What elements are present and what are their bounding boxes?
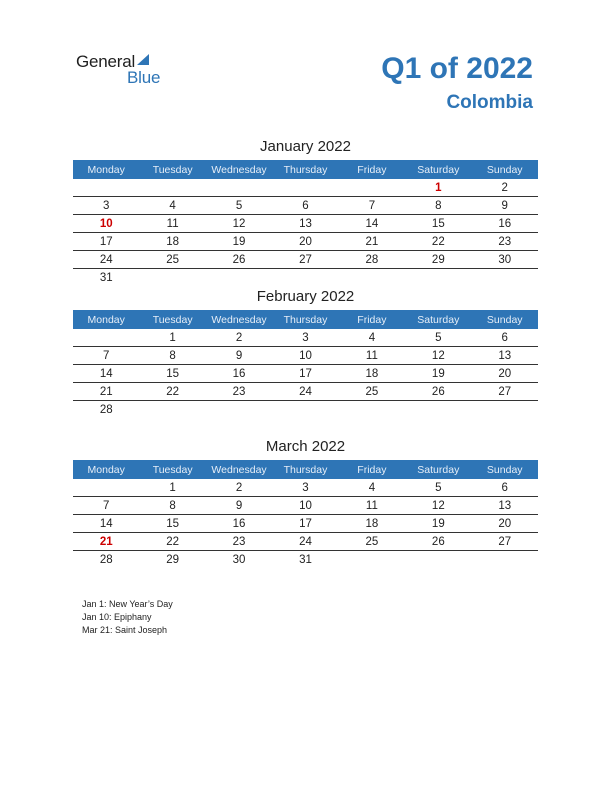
- weekday-label: Thursday: [283, 463, 328, 476]
- day-cell: 16: [232, 517, 246, 530]
- day-cell: 20: [299, 235, 312, 248]
- day-cell: 17: [99, 235, 113, 248]
- day-cell: 26: [232, 253, 246, 266]
- logo: [76, 52, 161, 87]
- month-calendar: [73, 436, 538, 568]
- logo-general-text: General: [76, 52, 136, 71]
- day-cell: 22: [431, 235, 445, 248]
- day-cell: 28: [99, 403, 113, 416]
- day-cell: 28: [365, 253, 379, 266]
- day-cell: 12: [431, 349, 445, 362]
- weekday-label: Thursday: [283, 163, 328, 176]
- month-title: February 2022: [256, 288, 355, 305]
- week-row: [73, 551, 538, 568]
- day-cell: 27: [299, 253, 312, 266]
- day-cell: 25: [365, 385, 379, 398]
- month-calendar: [73, 136, 538, 286]
- day-cell: 27: [498, 385, 512, 398]
- day-cell: 12: [431, 499, 445, 512]
- day-cell: 5: [435, 481, 442, 494]
- day-cell: 25: [166, 253, 180, 266]
- holiday-day-cell: 10: [99, 217, 113, 230]
- day-cell: 15: [166, 367, 180, 380]
- day-cell: 27: [498, 535, 512, 548]
- weekday-label: Tuesday: [152, 463, 193, 476]
- weekday-label: Saturday: [417, 463, 460, 476]
- day-cell: 20: [498, 517, 512, 530]
- month-title: January 2022: [260, 138, 351, 155]
- day-cell: 29: [431, 253, 445, 266]
- week-row: [73, 269, 538, 286]
- day-cell: 19: [232, 235, 246, 248]
- logo-triangle-icon: [137, 54, 149, 65]
- day-cell: 20: [498, 367, 512, 380]
- day-cell: 8: [435, 199, 442, 212]
- country-name: Colombia: [446, 92, 533, 113]
- day-cell: 31: [99, 271, 113, 284]
- day-cell: 24: [99, 253, 113, 266]
- day-cell: 23: [232, 535, 246, 548]
- weekday-label: Wednesday: [211, 163, 267, 176]
- day-cell: 30: [498, 253, 512, 266]
- day-cell: 9: [501, 199, 508, 212]
- day-cell: 24: [299, 385, 312, 398]
- day-cell: 3: [103, 199, 110, 212]
- weekday-label: Friday: [357, 313, 387, 326]
- weekday-label: Sunday: [486, 463, 523, 476]
- day-cell: 1: [169, 331, 176, 344]
- day-cell: 14: [365, 217, 379, 230]
- weekday-label: Friday: [357, 463, 387, 476]
- day-cell: 10: [299, 499, 312, 512]
- month-calendar: [73, 286, 538, 418]
- day-cell: 17: [299, 367, 312, 380]
- day-cell: 13: [498, 499, 512, 512]
- holiday-notes: [82, 598, 173, 637]
- weekday-label: Wednesday: [211, 463, 267, 476]
- weekday-header: [73, 160, 538, 179]
- day-cell: 26: [431, 385, 445, 398]
- day-cell: 7: [103, 349, 110, 362]
- weekday-label: Tuesday: [152, 163, 193, 176]
- day-cell: 24: [299, 535, 312, 548]
- month-title: March 2022: [265, 438, 346, 455]
- weekday-label: Sunday: [486, 163, 523, 176]
- weekday-label: Monday: [87, 463, 125, 476]
- weekday-header: [73, 460, 538, 479]
- day-cell: 15: [431, 217, 445, 230]
- weekday-label: Saturday: [417, 313, 460, 326]
- day-cell: 30: [232, 553, 246, 566]
- week-row: [73, 533, 538, 551]
- week-row: [73, 233, 538, 251]
- day-cell: 11: [166, 217, 179, 230]
- day-cell: 19: [431, 517, 445, 530]
- day-cell: 2: [501, 181, 508, 194]
- day-cell: 5: [435, 331, 442, 344]
- day-cell: 5: [235, 199, 243, 212]
- weekday-label: Tuesday: [152, 313, 193, 326]
- weekday-label: Wednesday: [211, 313, 267, 326]
- day-cell: 23: [232, 385, 246, 398]
- week-row: [73, 179, 538, 197]
- day-cell: 4: [368, 331, 376, 344]
- day-cell: 11: [365, 499, 378, 512]
- day-cell: 10: [299, 349, 312, 362]
- day-cell: 29: [166, 553, 180, 566]
- weekday-label: Monday: [87, 163, 125, 176]
- day-cell: 2: [235, 481, 243, 494]
- day-cell: 22: [166, 535, 180, 548]
- day-cell: 17: [299, 517, 312, 530]
- holiday-day-cell: 21: [99, 535, 113, 548]
- day-cell: 21: [365, 235, 379, 248]
- day-cell: 22: [166, 385, 180, 398]
- week-row: [73, 479, 538, 497]
- day-cell: 6: [501, 331, 508, 344]
- weekday-header: [73, 310, 538, 329]
- holiday-note: Jan 1: New Year’s Day: [82, 599, 173, 609]
- week-row: [73, 401, 538, 418]
- day-cell: 18: [365, 367, 379, 380]
- logo-blue-text: Blue: [127, 68, 161, 87]
- week-row: [73, 383, 538, 401]
- day-cell: 4: [169, 199, 176, 212]
- day-cell: 25: [365, 535, 379, 548]
- page-title: Q1 of 2022: [381, 52, 533, 85]
- day-cell: 13: [299, 217, 312, 230]
- weekday-label: Sunday: [486, 313, 523, 326]
- day-cell: 16: [498, 217, 512, 230]
- day-cell: 3: [302, 331, 309, 344]
- day-cell: 28: [99, 553, 113, 566]
- day-cell: 23: [498, 235, 512, 248]
- day-cell: 18: [166, 235, 180, 248]
- day-cell: 2: [235, 331, 243, 344]
- week-row: [73, 197, 538, 215]
- weekday-label: Monday: [87, 313, 125, 326]
- day-cell: 7: [103, 499, 110, 512]
- day-cell: 4: [368, 481, 376, 494]
- day-cell: 6: [302, 199, 309, 212]
- day-cell: 31: [299, 553, 312, 566]
- day-cell: 21: [99, 385, 113, 398]
- day-cell: 12: [232, 217, 246, 230]
- day-cell: 6: [501, 481, 508, 494]
- holiday-day-cell: 1: [435, 181, 442, 194]
- week-row: [73, 329, 538, 347]
- weekday-label: Friday: [357, 163, 387, 176]
- week-row: [73, 515, 538, 533]
- holiday-note: Mar 21: Saint Joseph: [82, 625, 168, 635]
- day-cell: 13: [498, 349, 512, 362]
- day-cell: 8: [169, 499, 176, 512]
- day-cell: 19: [431, 367, 445, 380]
- day-cell: 14: [99, 517, 113, 530]
- day-cell: 18: [365, 517, 379, 530]
- week-row: [73, 497, 538, 515]
- day-cell: 14: [99, 367, 113, 380]
- holiday-note: Jan 10: Epiphany: [82, 612, 152, 622]
- day-cell: 1: [169, 481, 176, 494]
- day-cell: 9: [235, 499, 243, 512]
- day-cell: 7: [368, 199, 376, 212]
- day-cell: 3: [302, 481, 309, 494]
- week-row: [73, 365, 538, 383]
- day-cell: 8: [169, 349, 176, 362]
- day-cell: 26: [431, 535, 445, 548]
- weekday-label: Thursday: [283, 313, 328, 326]
- weekday-label: Saturday: [417, 163, 460, 176]
- week-row: [73, 347, 538, 365]
- week-row: [73, 251, 538, 269]
- day-cell: 16: [232, 367, 246, 380]
- week-row: [73, 215, 538, 233]
- day-cell: 11: [365, 349, 378, 362]
- day-cell: 9: [235, 349, 243, 362]
- day-cell: 15: [166, 517, 180, 530]
